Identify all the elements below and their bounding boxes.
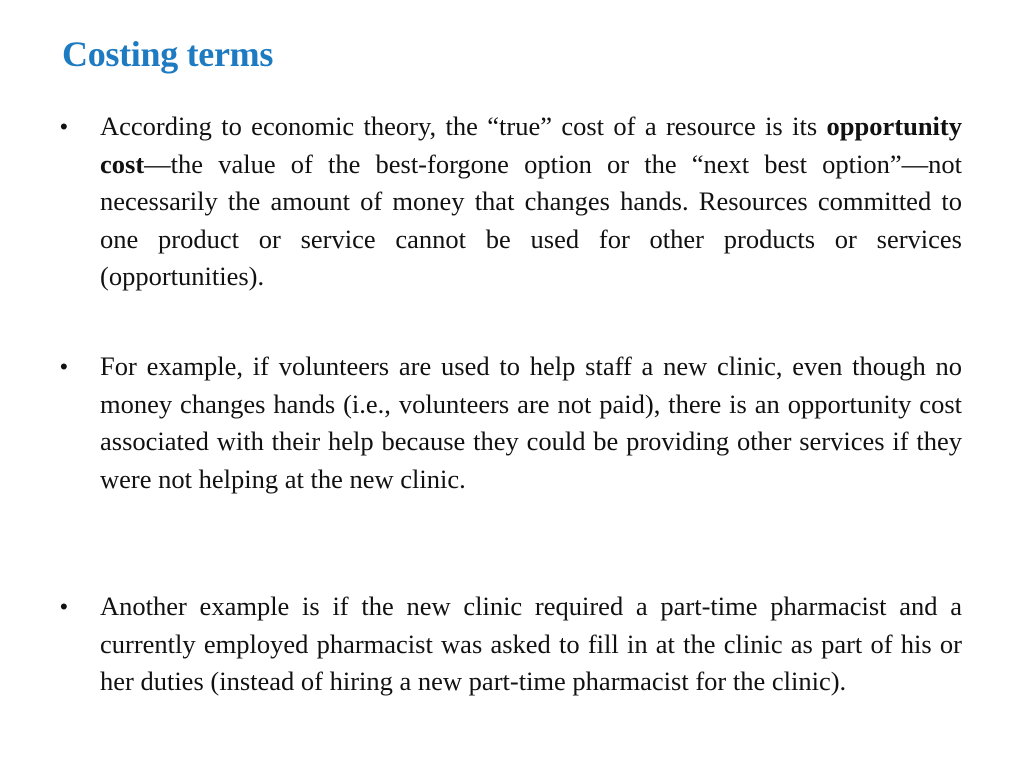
bullet-item-opportunity-cost [60,108,962,296]
bullet-point-icon: • [60,354,68,379]
bullet-list [60,108,962,701]
bullet-point-icon: • [60,594,68,619]
bullet-text: For example, if volunteers are used to help staff a new clinic, even though no money changes hands (i.e., volunteers are not paid), there is an opportunity cost associated with their help because they could be providing other services if they were not helping at the new clinic. [100,351,962,494]
bullet-term-opportunity-cost: opportunity cost [100,111,962,179]
bullet-item-volunteers-example [60,348,962,536]
bullet-text: Another example is if the new clinic required a part-time pharmacist and a currently employed pharmacist was asked to fill in at the clinic as part of his or her duties (instead of hiring a new part-time pharmacist for the clinic). [100,591,962,697]
bullet-item-pharmacist-example [60,588,962,701]
bullet-text-intro: According to economic theory, the “true” cost of a resource is its [100,111,827,141]
slide-title: Costing terms [62,34,274,74]
bullet-text-definition: —the value of the best-forgone option or the “next best option”—not necessarily the amount of money that changes hands. Resources committed to one product or service cannot be used for other products or services (opportunities). [100,148,962,292]
bullet-point-icon: • [60,114,68,139]
